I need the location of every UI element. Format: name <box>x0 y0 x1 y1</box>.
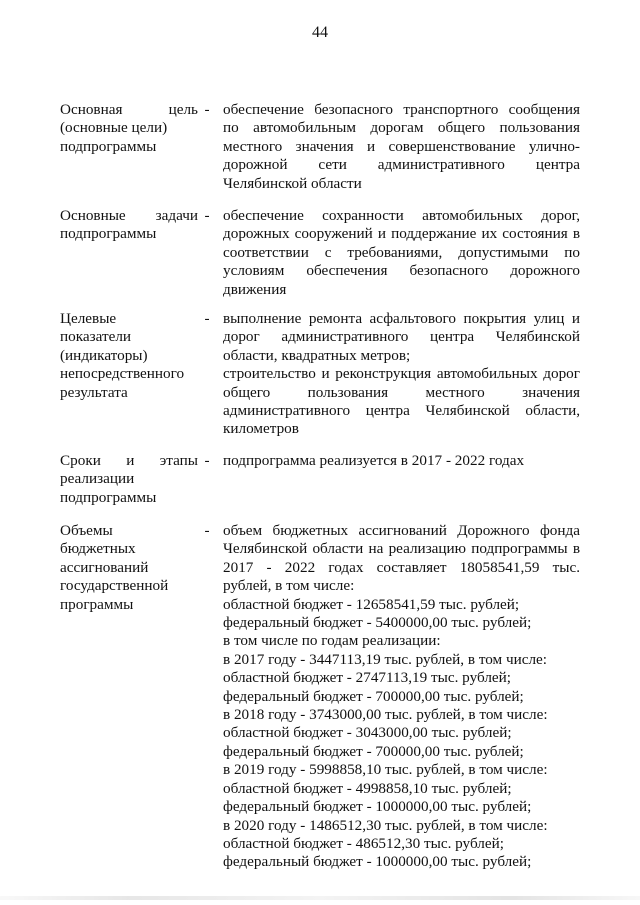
term-line: подпрограммы <box>60 488 157 506</box>
desc-line: рублей, в том числе: <box>223 577 355 595</box>
row-description <box>223 207 580 299</box>
term-line: результата <box>60 383 128 401</box>
term-line: бюджетных <box>60 540 136 558</box>
term-line: непосредственного <box>60 365 185 383</box>
page-number: 44 <box>312 24 328 41</box>
desc-line: движения <box>223 280 287 298</box>
desc-line: дорожных сооружений и поддержание их состояния в <box>223 225 580 243</box>
desc-line: областной бюджет - 4998858,10 тыс. рублей; <box>223 779 512 797</box>
term-line: (индикаторы) <box>60 346 148 364</box>
desc-line: федеральный бюджет - 700000,00 тыс. рублей; <box>223 742 524 760</box>
term-line: Целевые <box>60 310 117 327</box>
desc-line: области, квадратных метров; <box>223 346 411 364</box>
row-term <box>60 452 198 507</box>
row-dash: - <box>204 452 210 469</box>
row-term <box>60 207 198 244</box>
desc-line: соответствии с требованиями, допустимыми по <box>223 243 580 261</box>
desc-line: общего пользования местного значения <box>223 383 580 401</box>
row-description <box>223 310 580 439</box>
desc-line: 2017 - 2022 годах составляет 18058541,59 тыс. <box>223 558 580 576</box>
desc-line: областной бюджет - 12658541,59 тыс. рублей; <box>223 595 520 613</box>
desc-line: строительство и реконструкция автомобильных дорог <box>223 365 580 383</box>
row-dash: - <box>204 207 210 224</box>
term-line: подпрограммы <box>60 137 157 155</box>
row-description <box>223 101 580 193</box>
term-line: подпрограммы <box>60 225 157 243</box>
row-term <box>60 522 198 614</box>
term-line: Сроки и этапы <box>60 452 198 469</box>
term-line: Основная цель <box>60 101 198 118</box>
row-dash: - <box>204 522 210 539</box>
desc-line: выполнение ремонта асфальтового покрытия улиц и <box>223 310 580 327</box>
row-term <box>60 101 198 156</box>
desc-line: в 2018 году - 3743000,00 тыс. рублей, в том числе: <box>223 706 548 724</box>
desc-line: Челябинской области на реализацию подпрограммы в <box>223 540 580 558</box>
desc-line: по автомобильным дорогам общего пользования <box>223 119 580 137</box>
desc-line: в 2020 году - 1486512,30 тыс. рублей, в том числе: <box>223 816 548 834</box>
desc-line: Челябинской области <box>223 174 362 192</box>
desc-line: дорог административного центра Челябинской <box>223 328 580 346</box>
desc-line: обеспечение безопасного транспортного сообщения <box>223 101 580 118</box>
desc-line: условиям обеспечения безопасного дорожного <box>223 262 580 280</box>
term-line: Объемы <box>60 522 113 539</box>
desc-line: в 2019 году - 5998858,10 тыс. рублей, в том числе: <box>223 761 548 779</box>
desc-line: в 2017 году - 3447113,19 тыс. рублей, в том числе: <box>223 650 548 668</box>
desc-line: федеральный бюджет - 5400000,00 тыс. рублей; <box>223 614 532 632</box>
desc-line: подпрограмма реализуется в 2017 - 2022 годах <box>223 452 525 469</box>
desc-line: административного центра Челябинской области, <box>223 402 580 420</box>
scan-edge-decoration <box>0 896 640 900</box>
row-dash: - <box>204 101 210 118</box>
desc-line: километров <box>223 420 299 438</box>
desc-line: в том числе по годам реализации: <box>223 632 441 650</box>
desc-line: областной бюджет - 486512,30 тыс. рублей; <box>223 834 504 852</box>
term-line: ассигнований <box>60 558 149 576</box>
desc-line: местного значения и совершенствование улично- <box>223 137 580 155</box>
desc-line: федеральный бюджет - 1000000,00 тыс. рублей; <box>223 853 532 871</box>
row-description <box>223 452 580 470</box>
desc-line: федеральный бюджет - 1000000,00 тыс. рублей; <box>223 798 532 816</box>
term-line: реализации <box>60 470 135 488</box>
term-line: показатели <box>60 328 132 346</box>
desc-line: федеральный бюджет - 700000,00 тыс. рублей; <box>223 687 524 705</box>
desc-line: областной бюджет - 3043000,00 тыс. рублей; <box>223 724 512 742</box>
desc-line: обеспечение сохранности автомобильных дорог, <box>223 207 580 224</box>
desc-line: областной бюджет - 2747113,19 тыс. рублей; <box>223 669 511 687</box>
row-dash: - <box>204 310 210 327</box>
term-line: программы <box>60 595 134 613</box>
term-line: (основные цели) <box>60 119 168 137</box>
term-line: Основные задачи <box>60 207 198 224</box>
row-term <box>60 310 198 402</box>
desc-line: объем бюджетных ассигнований Дорожного фонда <box>223 522 580 539</box>
row-description <box>223 522 580 872</box>
term-line: государственной <box>60 577 169 595</box>
desc-line: дорожной сети административного центра <box>223 156 580 174</box>
